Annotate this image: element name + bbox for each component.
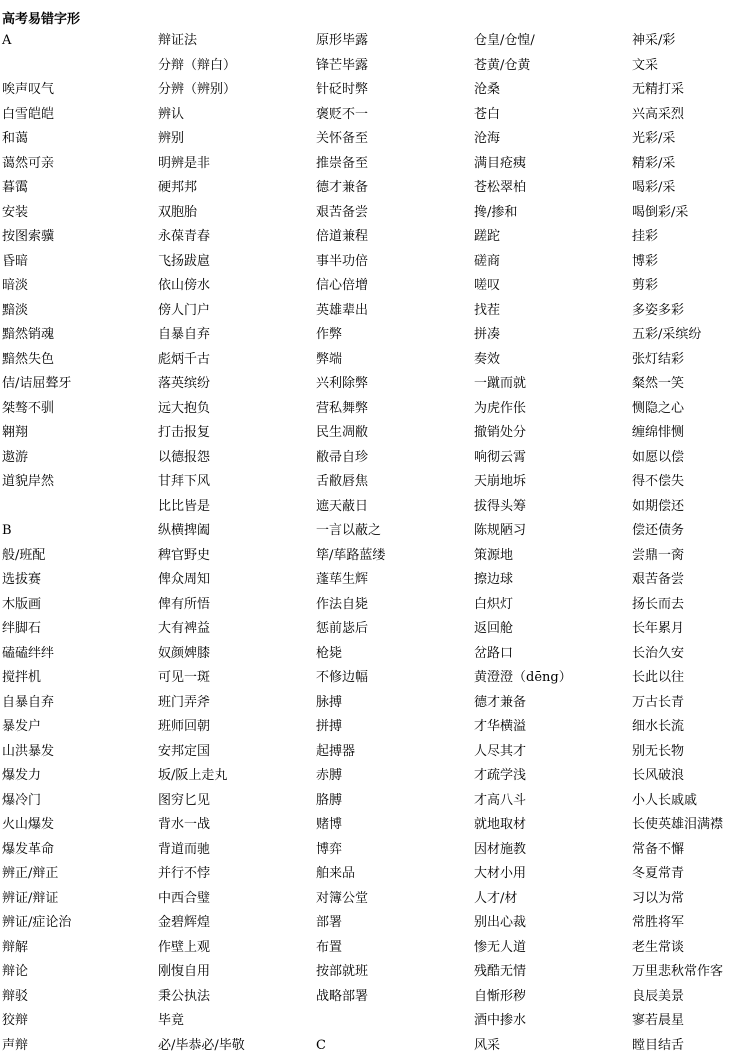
word-entry: 遨游 [2, 450, 152, 475]
word-entry: 喝彩/采 [632, 180, 749, 205]
word-entry: 蔼然可亲 [2, 156, 152, 181]
word-entry: 博彩 [632, 254, 749, 279]
word-entry: 黯然销魂 [2, 327, 152, 352]
word-entry: 胳膊 [316, 793, 466, 818]
word-entry: 原形毕露 [316, 33, 466, 58]
word-entry: 自暴自弃 [2, 695, 152, 720]
word-entry: 傍人门户 [158, 303, 308, 328]
word-entry: 才华横溢 [474, 719, 624, 744]
word-entry: 作壁上观 [158, 940, 308, 965]
word-entry: 习以为常 [632, 891, 749, 916]
word-entry: 关怀备至 [316, 131, 466, 156]
word-entry: 万古长青 [632, 695, 749, 720]
word-entry: 白炽灯 [474, 597, 624, 622]
word-entry: 一蹴而就 [474, 376, 624, 401]
word-entry: 山洪暴发 [2, 744, 152, 769]
word-entry: 枪毙 [316, 646, 466, 671]
word-entry: 筚/荜路蓝缕 [316, 548, 466, 573]
word-entry: 返回舱 [474, 621, 624, 646]
word-entry: 磋商 [474, 254, 624, 279]
word-entry: 信心倍增 [316, 278, 466, 303]
word-entry: 长风破浪 [632, 768, 749, 793]
word-entry: 辨别 [158, 131, 308, 156]
word-entry: 部署 [316, 915, 466, 940]
word-entry: 酒中掺水 [474, 1013, 624, 1038]
word-entry: 小人长戚戚 [632, 793, 749, 818]
word-entry: 褒贬不一 [316, 107, 466, 132]
word-entry: 唉声叹气 [2, 82, 152, 107]
word-entry: 必/毕恭必/毕敬 [158, 1038, 308, 1062]
word-entry: 选拔赛 [2, 572, 152, 597]
word-entry: 惨无人道 [474, 940, 624, 965]
word-entry: 偿还债务 [632, 523, 749, 548]
word-entry: 光彩/采 [632, 131, 749, 156]
word-entry: 俾有所悟 [158, 597, 308, 622]
word-entry: 硬邦邦 [158, 180, 308, 205]
word-entry: 辨证/症论治 [2, 915, 152, 940]
word-entry: 辩解 [2, 940, 152, 965]
word-entry: 背水一战 [158, 817, 308, 842]
word-entry: 艰苦备尝 [316, 205, 466, 230]
word-entry: 暗淡 [2, 278, 152, 303]
word-column-3 [316, 33, 466, 1062]
word-entry: B [2, 523, 152, 548]
word-entry: 长年累月 [632, 621, 749, 646]
word-entry: 恻隐之心 [632, 401, 749, 426]
word-entry: 以德报怨 [158, 450, 308, 475]
word-entry: 打击报复 [158, 425, 308, 450]
word-entry: 火山爆发 [2, 817, 152, 842]
word-entry: 作弊 [316, 327, 466, 352]
word-entry: 背道而驰 [158, 842, 308, 867]
word-entry: 遮天蔽日 [316, 499, 466, 524]
word-entry: 人尽其才 [474, 744, 624, 769]
word-entry: 赤膊 [316, 768, 466, 793]
word-entry: 自惭形秽 [474, 989, 624, 1014]
word-entry: 推崇备至 [316, 156, 466, 181]
word-entry: 舶来品 [316, 866, 466, 891]
word-entry: 冬夏常青 [632, 866, 749, 891]
word-entry: 分辨（辨别） [158, 82, 308, 107]
word-entry: 老生常谈 [632, 940, 749, 965]
word-entry: 风采 [474, 1038, 624, 1062]
word-entry: 蓬荜生辉 [316, 572, 466, 597]
word-entry: 辨证/辩证 [2, 891, 152, 916]
word-entry: 比比皆是 [158, 499, 308, 524]
word-entry: 按图索骥 [2, 229, 152, 254]
word-entry: 桀骜不驯 [2, 401, 152, 426]
word-entry: 黄澄澄（dēng） [474, 670, 624, 695]
word-entry: 安邦定国 [158, 744, 308, 769]
word-entry: 弊端 [316, 352, 466, 377]
word-entry: 拔得头筹 [474, 499, 624, 524]
word-entry: 辨认 [158, 107, 308, 132]
word-entry: 一言以蔽之 [316, 523, 466, 548]
word-entry: 精彩/采 [632, 156, 749, 181]
word-entry: 因材施教 [474, 842, 624, 867]
word-entry: 万里悲秋常作客 [632, 964, 749, 989]
word-entry: 辩驳 [2, 989, 152, 1014]
word-entry: 嗟叹 [474, 278, 624, 303]
word-entry: 找茬 [474, 303, 624, 328]
word-entry: 赌博 [316, 817, 466, 842]
word-entry: 金碧辉煌 [158, 915, 308, 940]
word-entry [2, 58, 152, 83]
word-entry: 挂彩 [632, 229, 749, 254]
word-entry: 起搏器 [316, 744, 466, 769]
word-entry: 班师回朝 [158, 719, 308, 744]
word-entry: 五彩/采缤纷 [632, 327, 749, 352]
word-entry: 爆冷门 [2, 793, 152, 818]
word-entry: 搅拌机 [2, 670, 152, 695]
word-entry: 飞扬跋扈 [158, 254, 308, 279]
word-entry: 分辩（辩白） [158, 58, 308, 83]
word-entry: 毕竟 [158, 1013, 308, 1038]
word-entry: 如期偿还 [632, 499, 749, 524]
word-entry [316, 1013, 466, 1038]
word-entry: 营私舞弊 [316, 401, 466, 426]
word-entry: 落英缤纷 [158, 376, 308, 401]
word-entry: 尝鼎一脔 [632, 548, 749, 573]
word-entry: 永葆青春 [158, 229, 308, 254]
word-column-2 [158, 33, 308, 1062]
word-entry: 天崩地坼 [474, 474, 624, 499]
word-entry: 德才兼备 [316, 180, 466, 205]
word-entry: 中西合璧 [158, 891, 308, 916]
word-entry: 别无长物 [632, 744, 749, 769]
word-entry: 安装 [2, 205, 152, 230]
word-entry: 远大抱负 [158, 401, 308, 426]
word-column-1 [2, 33, 152, 1062]
word-entry: 残酷无情 [474, 964, 624, 989]
word-entry: 作法自毙 [316, 597, 466, 622]
word-entry: 自暴自弃 [158, 327, 308, 352]
word-entry: 白雪皑皑 [2, 107, 152, 132]
word-entry: 明辨是非 [158, 156, 308, 181]
word-entry: 瞠目结舌 [632, 1038, 749, 1062]
word-entry: 拼凑 [474, 327, 624, 352]
word-entry: 事半功倍 [316, 254, 466, 279]
word-entry [2, 499, 152, 524]
word-entry: 稗官野史 [158, 548, 308, 573]
word-entry: 才疏学浅 [474, 768, 624, 793]
word-entry: 针砭时弊 [316, 82, 466, 107]
word-entry: 按部就班 [316, 964, 466, 989]
word-entry: 班门弄斧 [158, 695, 308, 720]
word-column-5 [632, 33, 749, 1062]
word-entry: 人才/材 [474, 891, 624, 916]
word-entry: 奴颜婢膝 [158, 646, 308, 671]
word-entry: 民生凋敝 [316, 425, 466, 450]
word-entry: 并行不悖 [158, 866, 308, 891]
word-entry: 文采 [632, 58, 749, 83]
word-entry: 奏效 [474, 352, 624, 377]
word-entry: 蹉跎 [474, 229, 624, 254]
word-entry: 可见一斑 [158, 670, 308, 695]
word-entry: 陈规陋习 [474, 523, 624, 548]
word-entry: 常备不懈 [632, 842, 749, 867]
word-entry: 翱翔 [2, 425, 152, 450]
word-entry: 佶/诘屈聱牙 [2, 376, 152, 401]
word-entry: 黯然失色 [2, 352, 152, 377]
word-entry: 仓皇/仓惶/ [474, 33, 624, 58]
word-entry: 才高八斗 [474, 793, 624, 818]
word-entry: 不修边幅 [316, 670, 466, 695]
word-entry: 英雄辈出 [316, 303, 466, 328]
word-entry: 布置 [316, 940, 466, 965]
word-entry: 缠绵悱恻 [632, 425, 749, 450]
word-entry: 双胞胎 [158, 205, 308, 230]
word-entry: 喝倒彩/采 [632, 205, 749, 230]
word-entry: 寥若晨星 [632, 1013, 749, 1038]
word-entry: 甘拜下风 [158, 474, 308, 499]
word-entry: A [2, 33, 152, 58]
word-entry: 昏暗 [2, 254, 152, 279]
word-entry: 大有裨益 [158, 621, 308, 646]
word-entry: 常胜将军 [632, 915, 749, 940]
word-entry: 敝帚自珍 [316, 450, 466, 475]
word-entry: 响彻云霄 [474, 450, 624, 475]
word-entry: 苍黄/仓黄 [474, 58, 624, 83]
word-entry: 拼搏 [316, 719, 466, 744]
word-entry: 无精打采 [632, 82, 749, 107]
word-entry: 长此以往 [632, 670, 749, 695]
word-entry: 狡辩 [2, 1013, 152, 1038]
word-entry: 多姿多彩 [632, 303, 749, 328]
word-entry: 德才兼备 [474, 695, 624, 720]
word-entry: 俾众周知 [158, 572, 308, 597]
word-entry: 神采/彩 [632, 33, 749, 58]
word-entry: 辩论 [2, 964, 152, 989]
word-entry: 木版画 [2, 597, 152, 622]
word-column-4 [474, 33, 624, 1062]
word-entry: 就地取材 [474, 817, 624, 842]
word-entry: 惩前毖后 [316, 621, 466, 646]
word-entry: 苍松翠柏 [474, 180, 624, 205]
word-entry: 依山傍水 [158, 278, 308, 303]
word-entry: 艰苦备尝 [632, 572, 749, 597]
word-entry: 和蔼 [2, 131, 152, 156]
word-entry: 粲然一笑 [632, 376, 749, 401]
word-entry: 舌敝唇焦 [316, 474, 466, 499]
word-entry: 爆发革命 [2, 842, 152, 867]
word-entry: 大材小用 [474, 866, 624, 891]
word-entry: 般/班配 [2, 548, 152, 573]
word-entry: 黯淡 [2, 303, 152, 328]
word-entry: 坂/阪上走丸 [158, 768, 308, 793]
word-entry: 辩证法 [158, 33, 308, 58]
word-entry: 岔路口 [474, 646, 624, 671]
word-entry: 长治久安 [632, 646, 749, 671]
word-entry: 为虎作伥 [474, 401, 624, 426]
page-title: 高考易错字形 [2, 8, 80, 27]
word-entry: 博弈 [316, 842, 466, 867]
word-entry: 撤销处分 [474, 425, 624, 450]
word-entry: 对簿公堂 [316, 891, 466, 916]
word-entry: 得不偿失 [632, 474, 749, 499]
word-entry: 如愿以偿 [632, 450, 749, 475]
word-entry: 良辰美景 [632, 989, 749, 1014]
word-entry: C [316, 1038, 466, 1062]
word-entry: 策源地 [474, 548, 624, 573]
word-entry: 纵横捭阖 [158, 523, 308, 548]
word-entry: 满目疮痍 [474, 156, 624, 181]
word-entry: 苍白 [474, 107, 624, 132]
word-entry: 声辩 [2, 1038, 152, 1062]
word-entry: 张灯结彩 [632, 352, 749, 377]
word-entry: 磕磕绊绊 [2, 646, 152, 671]
word-entry: 暴发户 [2, 719, 152, 744]
word-entry: 彪炳千古 [158, 352, 308, 377]
word-entry: 辨正/辩正 [2, 866, 152, 891]
word-entry: 秉公执法 [158, 989, 308, 1014]
word-entry: 剪彩 [632, 278, 749, 303]
word-entry: 兴高采烈 [632, 107, 749, 132]
word-entry: 沧桑 [474, 82, 624, 107]
word-entry: 兴利除弊 [316, 376, 466, 401]
word-entry: 战略部署 [316, 989, 466, 1014]
word-entry: 细水长流 [632, 719, 749, 744]
word-entry: 倍道兼程 [316, 229, 466, 254]
word-entry: 擦边球 [474, 572, 624, 597]
word-entry: 锋芒毕露 [316, 58, 466, 83]
word-entry: 爆发力 [2, 768, 152, 793]
word-entry: 图穷匕见 [158, 793, 308, 818]
word-entry: 长使英雄泪满襟 [632, 817, 749, 842]
word-entry: 暮霭 [2, 180, 152, 205]
word-entry: 扬长而去 [632, 597, 749, 622]
word-entry: 搀/掺和 [474, 205, 624, 230]
word-entry: 沧海 [474, 131, 624, 156]
word-entry: 绊脚石 [2, 621, 152, 646]
word-entry: 脉搏 [316, 695, 466, 720]
word-entry: 刚愎自用 [158, 964, 308, 989]
word-entry: 道貌岸然 [2, 474, 152, 499]
word-entry: 别出心裁 [474, 915, 624, 940]
